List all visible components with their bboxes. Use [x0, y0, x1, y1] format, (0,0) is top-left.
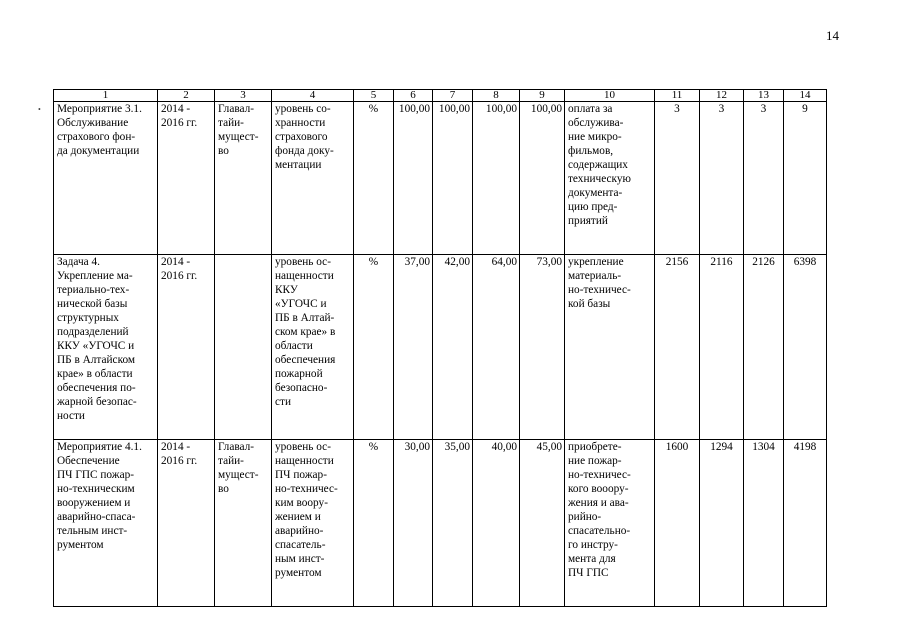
value: 35,00 [433, 440, 473, 607]
measure-name: Мероприятие 4.1. Обеспечение ПЧ ГПС пожар- но-техническим вооружением и аварийно-спаса- тельным инст- рументом [54, 440, 158, 607]
executor: Главал- тайи- мущест- во [215, 102, 272, 255]
column-number: 10 [565, 90, 655, 102]
column-number-row [54, 90, 827, 102]
period: 2014 - 2016 гг. [158, 102, 215, 255]
value: 73,00 [520, 255, 565, 440]
column-number: 12 [700, 90, 744, 102]
indicator: уровень со- хранности страхового фонда доку- ментации [272, 102, 354, 255]
funding: 2126 [744, 255, 784, 440]
period: 2014 - 2016 гг. [158, 255, 215, 440]
funding: 4198 [784, 440, 827, 607]
funding: 3 [700, 102, 744, 255]
action: укрепление материаль- но-техничес- кой базы [565, 255, 655, 440]
value: 100,00 [473, 102, 520, 255]
column-number: 8 [473, 90, 520, 102]
column-number: 9 [520, 90, 565, 102]
unit: % [354, 255, 394, 440]
measures-table [53, 89, 827, 607]
value: 64,00 [473, 255, 520, 440]
funding: 2116 [700, 255, 744, 440]
funding: 1304 [744, 440, 784, 607]
action: оплата за обслужива- ние микро- фильмов, содержащих техническую документа- цию пред- приятий [565, 102, 655, 255]
period: 2014 - 2016 гг. [158, 440, 215, 607]
measure-name: Задача 4. Укрепление ма- териально-тех- нической базы структурных подразделений ККУ «УГОЧС и ПБ в Алтайском крае» в области обеспечения по- жарной безопас- ности [54, 255, 158, 440]
page-number: 14 [826, 28, 839, 43]
value: 100,00 [394, 102, 433, 255]
column-number: 7 [433, 90, 473, 102]
funding: 3 [744, 102, 784, 255]
value: 100,00 [520, 102, 565, 255]
value: 37,00 [394, 255, 433, 440]
executor [215, 255, 272, 440]
funding: 1294 [700, 440, 744, 607]
indicator: уровень ос- нащенности ПЧ пожар- но-техничес- ким воору- жением и аварийно- спасатель- ным инст- рументом [272, 440, 354, 607]
stray-mark: • [38, 105, 41, 114]
funding: 3 [655, 102, 700, 255]
column-number: 11 [655, 90, 700, 102]
value: 42,00 [433, 255, 473, 440]
table-row [54, 255, 827, 440]
table-row [54, 440, 827, 607]
column-number: 6 [394, 90, 433, 102]
column-number: 13 [744, 90, 784, 102]
column-number: 5 [354, 90, 394, 102]
unit: % [354, 440, 394, 607]
funding: 6398 [784, 255, 827, 440]
funding: 9 [784, 102, 827, 255]
value: 45,00 [520, 440, 565, 607]
funding: 1600 [655, 440, 700, 607]
indicator: уровень ос- нащенности ККУ «УГОЧС и ПБ в Алтай- ском крае» в области обеспечения пожарной безопасно- сти [272, 255, 354, 440]
value: 30,00 [394, 440, 433, 607]
column-number: 3 [215, 90, 272, 102]
funding: 2156 [655, 255, 700, 440]
column-number: 2 [158, 90, 215, 102]
executor: Главал- тайи- мущест- во [215, 440, 272, 607]
column-number: 1 [54, 90, 158, 102]
action: приобрете- ние пожар- но-техничес- кого вооору- жения и ава- рийно- спасательно- го инстру- мента для ПЧ ГПС [565, 440, 655, 607]
column-number: 14 [784, 90, 827, 102]
column-number: 4 [272, 90, 354, 102]
table-row [54, 102, 827, 255]
value: 100,00 [433, 102, 473, 255]
measure-name: Мероприятие 3.1. Обслуживание страхового фон- да документации [54, 102, 158, 255]
unit: % [354, 102, 394, 255]
value: 40,00 [473, 440, 520, 607]
